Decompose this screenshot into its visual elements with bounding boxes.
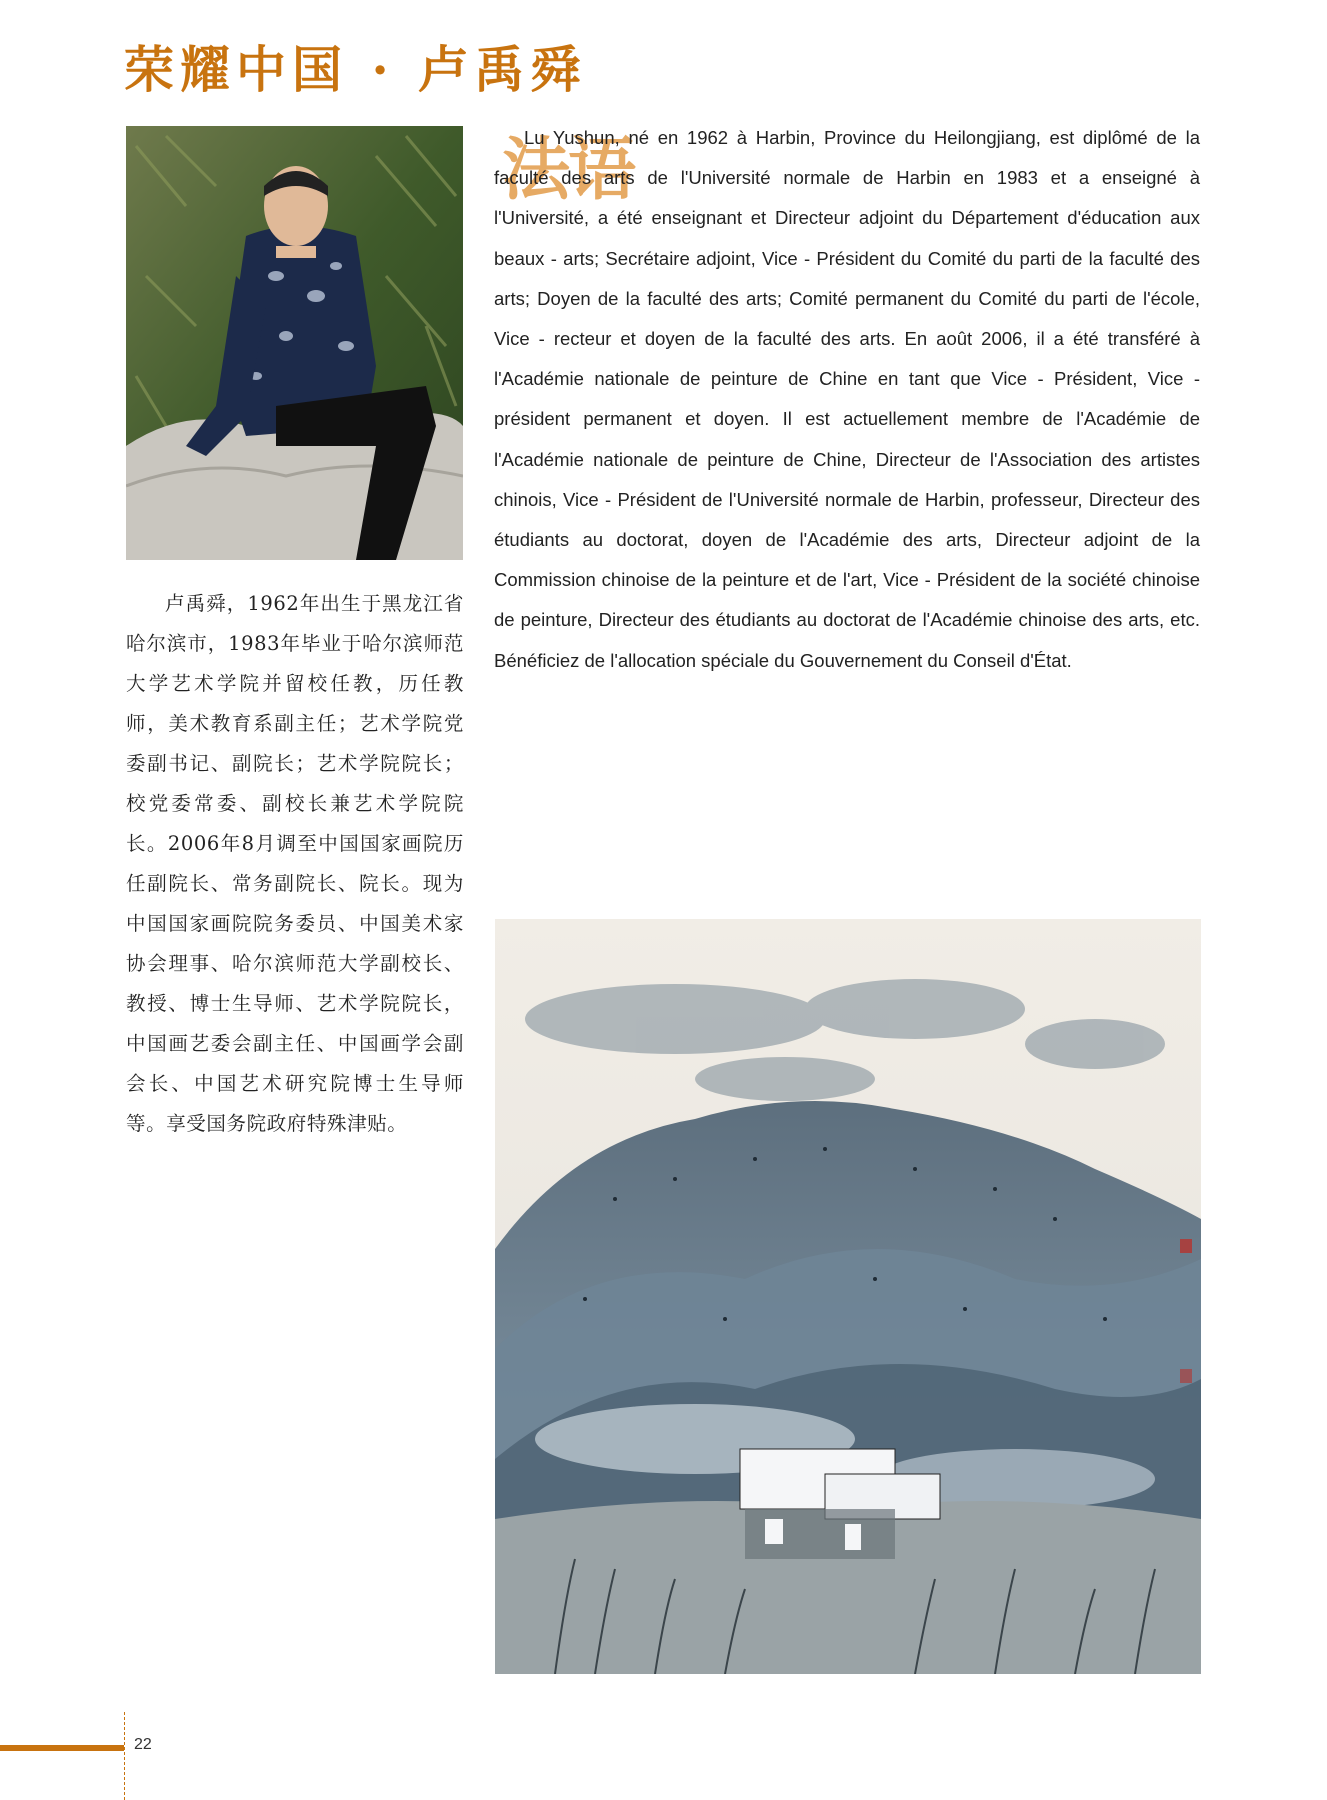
french-biography-section xyxy=(494,118,1200,681)
landscape-painting xyxy=(495,919,1201,1674)
french-label: 法语 xyxy=(502,130,635,210)
footer-divider xyxy=(124,1712,125,1800)
chinese-biography: 卢禹舜，1962年出生于黑龙江省哈尔滨市，1983年毕业于哈尔滨师范大学艺术学院并留校任教，历任教师，美术教育系副主任；艺术学院党委副书记、副院长；艺术学院院长；校党委常委、副校长兼艺术学院院长。2006年8月调至中国国家画院历任副院长、常务副院长、院长。现为中国国家画院院务委员、中国美术家协会理事、哈尔滨师范大学副校长、教授、博士生导师、艺术学院院长，中国画艺委会副主任、中国画学会副会长、中国艺术研究院博士生导师等。享受国务院政府特殊津贴。 xyxy=(126,592,464,1135)
page-title: 荣耀中国 · 卢禹舜 xyxy=(124,40,587,99)
portrait-photo xyxy=(126,126,463,560)
french-biography: Lu Yushun, né en 1962 à Harbin, Province du Heilongjiang, est diplômé de la faculté des arts de l'Université normale de Harbin en 1983 et a enseigné à l'Université, a été enseignant et Directeur adjoint du Département d'éducation aux beaux - arts; Secrétaire adjoint, Vice - Président du Comité du parti de la faculté des arts; Doyen de la faculté des arts; Comité permanent du Comité du parti de l'école, Vice - recteur et doyen de la faculté des arts. En août 2006, il a été transféré à l'Académie nationale de peinture de Chine en tant que Vice - Président, Vice - président permanent et doyen. Il est actuellement membre de l'Académie de l'Académie nationale de peinture de Chine, Directeur de l'Association des artistes chinois, Vice - Président de l'Université normale de Harbin, professeur, Directeur des étudiants au doctorat, doyen de l'Académie des arts, Directeur adjoint de la Commission chinoise de la peinture et de l'art, Vice - Président de la société chinoise de peinture, Directeur des étudiants au doctorat de l'Académie chinoise des arts, etc. Bénéficiez de l'allocation spéciale du Gouvernement du Conseil d'État. xyxy=(494,127,1200,671)
page-number: 22 xyxy=(134,1736,152,1753)
footer-accent-line xyxy=(0,1745,124,1751)
